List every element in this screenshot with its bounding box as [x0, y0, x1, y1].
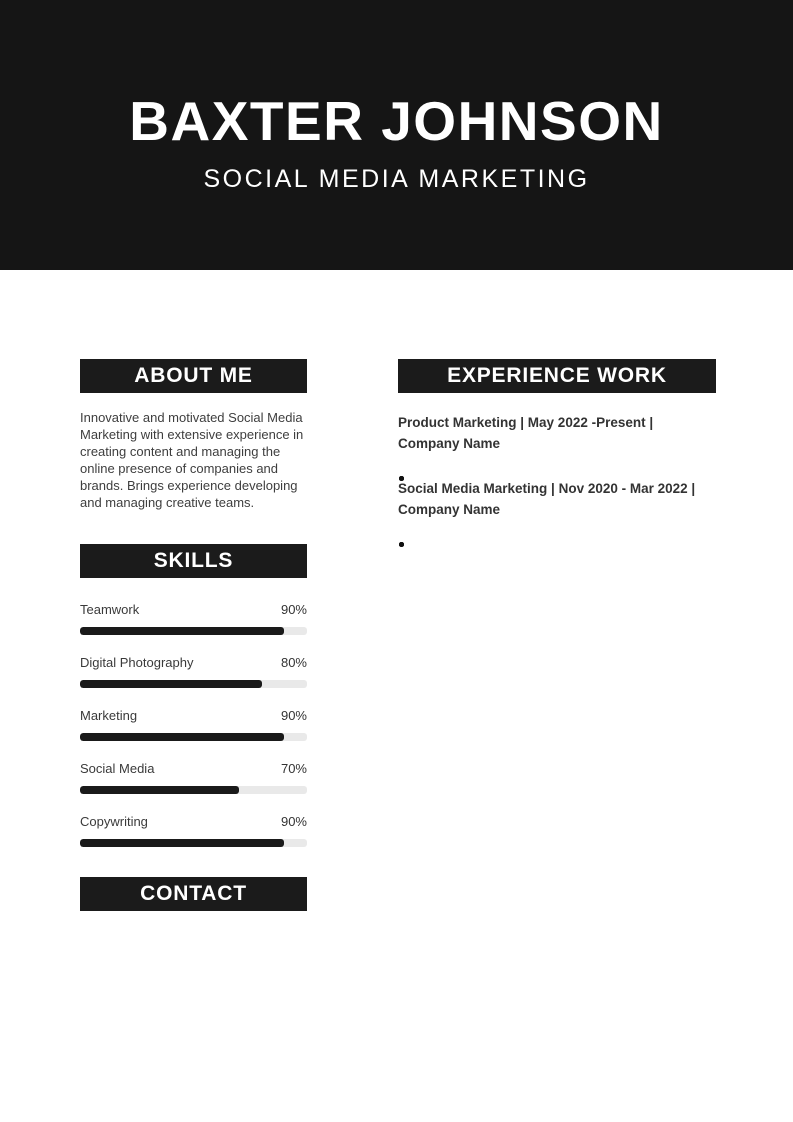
skill-progress-fill [80, 733, 284, 741]
person-role: SOCIAL MEDIA MARKETING [203, 165, 590, 193]
hero-banner [0, 0, 793, 270]
skill-label: Copywriting [80, 814, 148, 829]
skill-row [80, 760, 307, 794]
main-content [0, 270, 793, 934]
left-column [80, 359, 307, 934]
skill-row [80, 601, 307, 635]
about-section-title: ABOUT ME [80, 359, 307, 393]
skill-label: Marketing [80, 708, 138, 723]
person-name: BAXTER JOHNSON [129, 90, 664, 152]
skill-label: Teamwork [80, 602, 140, 617]
about-text: Innovative and motivated Social Media Marketing with extensive experience in creating content and managing the online presence of companies and brands. Brings experience developing and managing creative teams. [80, 410, 304, 510]
job-entry [398, 478, 716, 520]
job-entry [398, 412, 716, 454]
skill-label: Social Media [80, 761, 155, 776]
skill-row [80, 707, 307, 741]
skill-row-header [80, 760, 307, 777]
job-heading: Social Media Marketing | Nov 2020 - Mar 2022 | Company Name [398, 481, 696, 517]
experience-section-title: EXPERIENCE WORK [398, 359, 716, 393]
skill-row-header [80, 707, 307, 724]
skill-progress-track [80, 839, 307, 847]
skill-percent: 90% [280, 814, 307, 829]
skill-percent: 70% [280, 761, 307, 776]
skill-row [80, 813, 307, 847]
skill-percent: 90% [280, 602, 307, 617]
skill-progress-fill [80, 786, 239, 794]
skills-list [80, 601, 307, 847]
skill-row-header [80, 654, 307, 671]
skill-progress-fill [80, 680, 262, 688]
skill-progress-track [80, 680, 307, 688]
contact-section-title: CONTACT [80, 877, 307, 911]
skill-progress-track [80, 627, 307, 635]
skill-progress-fill [80, 839, 284, 847]
skill-progress-fill [80, 627, 284, 635]
skill-percent: 90% [280, 708, 307, 723]
skill-row-header [80, 813, 307, 830]
skill-progress-track [80, 733, 307, 741]
skill-progress-track [80, 786, 307, 794]
skills-section-title: SKILLS [80, 544, 307, 578]
experience-jobs [398, 412, 716, 520]
skill-row-header [80, 601, 307, 618]
skill-row [80, 654, 307, 688]
right-column [398, 359, 716, 934]
about-section [80, 359, 307, 511]
experience-section [398, 359, 716, 520]
skill-percent: 80% [280, 655, 307, 670]
job-heading: Product Marketing | May 2022 -Present | Company Name [398, 415, 654, 451]
contact-section [80, 877, 307, 911]
skills-section [80, 544, 307, 847]
skill-label: Digital Photography [80, 655, 194, 670]
